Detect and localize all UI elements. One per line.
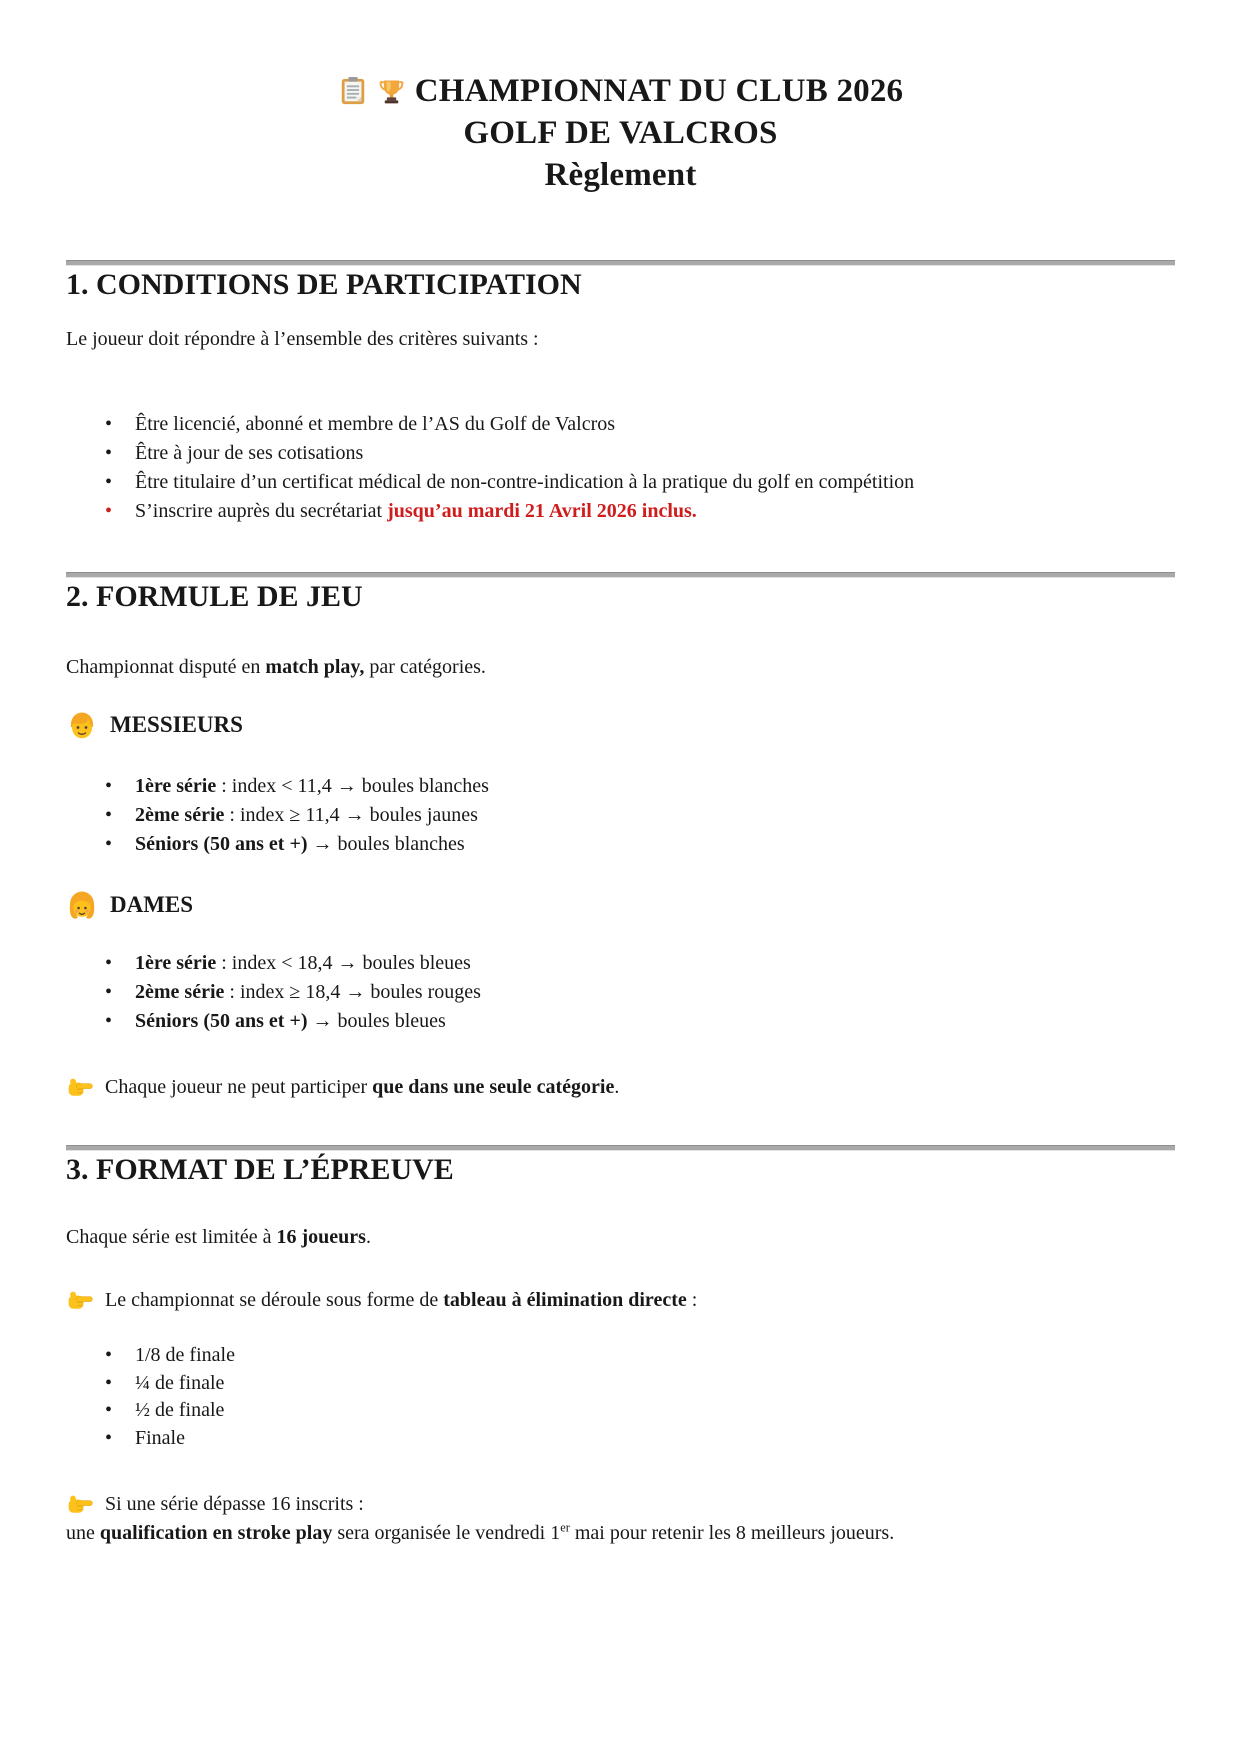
list-item: • 1ère série : index < 11,4 → boules blanches [105,772,1175,801]
bullet-icon: • [105,471,113,493]
title-line-1: CHAMPIONNAT DU CLUB 2026 [414,73,904,109]
pointing-hand-icon [66,1073,94,1101]
list-item: • Finale [105,1425,1175,1453]
bullet-icon: • [105,1399,113,1421]
messieurs-subheading [66,709,1175,741]
dames-label: DAMES [110,892,194,917]
bullet-icon: • [105,804,113,826]
section-2-heading: 2. FORMULE DE JEU [66,580,363,613]
section-3-heading: 3. FORMAT DE L’ÉPREUVE [66,1153,454,1186]
rounds-list [66,1342,1175,1452]
messieurs-list [66,772,1175,859]
dames-subheading [66,889,1175,921]
bullet-icon: • [105,413,113,435]
title-line-2: GOLF DE VALCROS [463,115,778,151]
bullet-icon: • [105,1371,113,1394]
bullet-icon: • [105,1010,113,1032]
bullet-icon: • [105,500,113,522]
bullet-icon: • [105,1426,113,1449]
section-3-intro: Chaque série est limitée à 16 joueurs. [66,1226,371,1248]
overflow-note-continuation: une qualification en stroke play sera organisée le vendredi 1er mai pour retenir les 8 meilleurs joueurs. [66,1520,895,1544]
section-2-intro: Championnat disputé en match play, par catégories. [66,656,486,678]
list-item: • ¼ de finale [105,1370,1175,1398]
bullet-icon: • [105,952,113,974]
bullet-icon: • [105,833,113,855]
list-item: • Être titulaire d’un certificat médical de non-contre-indication à la pratique du golf en compétition [105,468,1175,497]
bracket-note: Le championnat se déroule sous forme de tableau à élimination directe : [66,1286,1175,1314]
section-1-list [66,410,1175,526]
messieurs-label: MESSIEURS [110,712,243,737]
overflow-note: Si une série dépasse 16 inscrits : [66,1490,1175,1518]
list-item: • 1/8 de finale [105,1342,1175,1370]
list-item: • Être à jour de ses cotisations [105,439,1175,468]
section-1-heading: 1. CONDITIONS DE PARTICIPATION [66,268,582,301]
list-item: • Séniors (50 ans et +) → boules blanches [105,830,1175,859]
dames-list [66,949,1175,1036]
list-item: • 1ère série : index < 18,4 → boules bleues [105,949,1175,978]
bullet-icon: • [105,1344,113,1366]
list-item: • Être licencié, abonné et membre de l’AS du Golf de Valcros [105,410,1175,439]
pointing-hand-icon [66,1286,94,1314]
category-note: Chaque joueur ne peut participer que dans une seule catégorie. [66,1073,1175,1101]
page-title [66,70,1175,112]
list-item: • ½ de finale [105,1397,1175,1425]
bullet-icon: • [105,981,113,1003]
list-item: • S’inscrire auprès du secrétariat jusqu’au mardi 21 Avril 2026 inclus. [105,497,1175,526]
woman-icon [66,889,98,921]
bullet-icon: • [105,442,113,464]
bullet-icon: • [105,775,113,797]
list-item: • Séniors (50 ans et +) → boules bleues [105,1007,1175,1036]
trophy-icon [378,78,405,105]
title-line-3: Règlement [544,157,697,193]
clipboard-icon [338,76,368,106]
pointing-hand-icon [66,1490,94,1518]
list-item: • 2ème série : index ≥ 11,4 → boules jaunes [105,801,1175,830]
section-1-intro: Le joueur doit répondre à l’ensemble des critères suivants : [66,328,539,350]
man-icon [66,709,98,741]
title-block [66,70,1175,196]
list-item: • 2ème série : index ≥ 18,4 → boules rouges [105,978,1175,1007]
